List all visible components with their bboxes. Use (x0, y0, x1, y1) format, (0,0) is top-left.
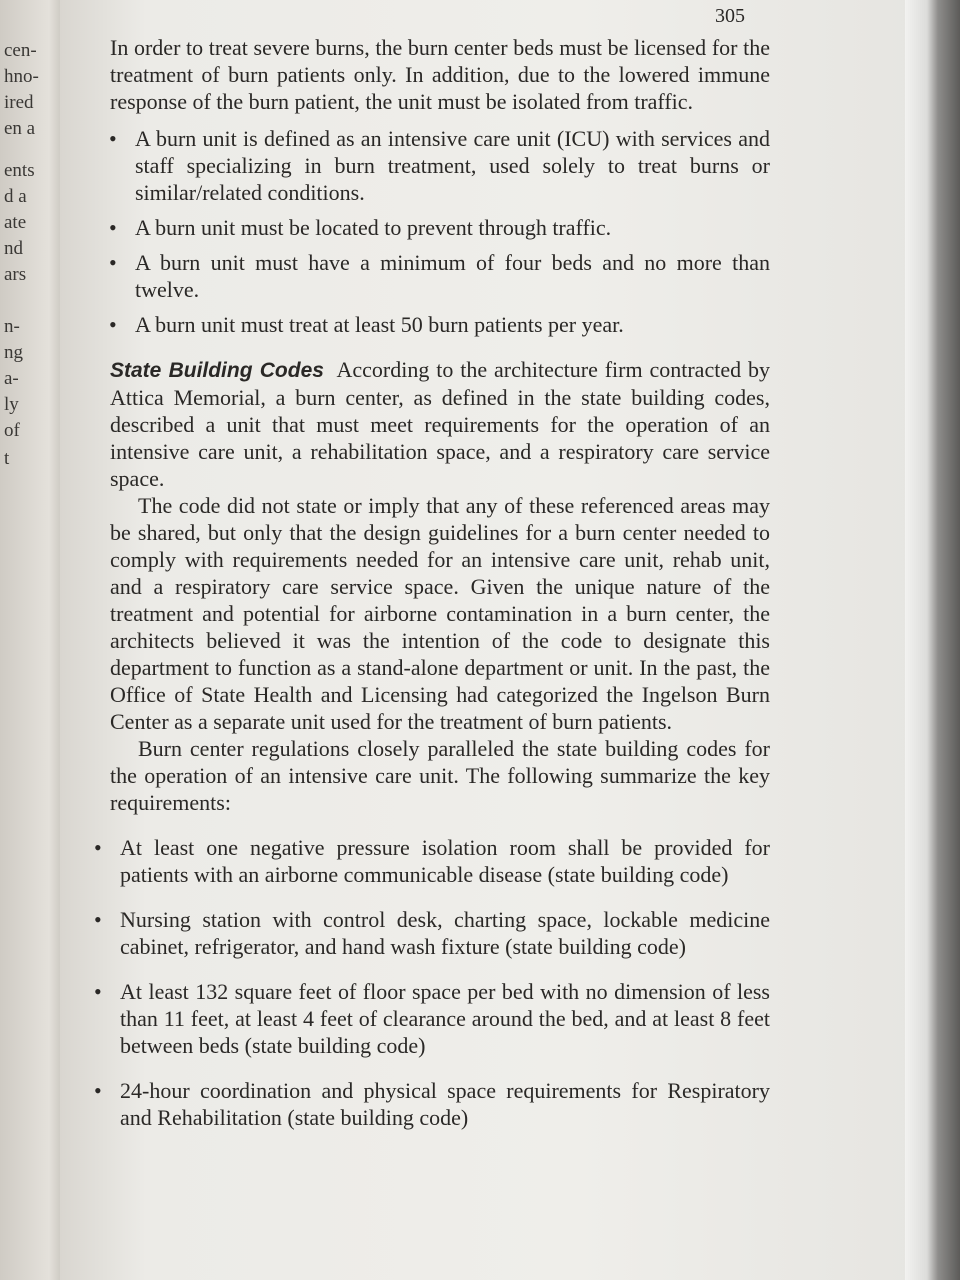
facing-text: ired (4, 92, 34, 113)
facing-text: ents (4, 160, 35, 181)
bullet-item: • At least one negative pressure isolation room shall be provided for patients with an airborne communicable disease (state building code) (110, 834, 770, 888)
page-content (110, 34, 770, 1149)
facing-text: a- (4, 368, 19, 389)
bullet-item: • A burn unit must treat at least 50 burn patients per year. (125, 311, 770, 338)
bullet-item: • A burn unit is defined as an intensive care unit (ICU) with services and staff specializing in burn treatment, used solely to treat burns or similar/related conditions. (125, 125, 770, 206)
bullet-item: • A burn unit must be located to prevent through traffic. (125, 214, 770, 241)
bullet-item: • A burn unit must have a minimum of four beds and no more than twelve. (125, 249, 770, 303)
facing-text: ly (4, 394, 19, 415)
facing-text: en a (4, 118, 36, 139)
facing-text: ng (4, 342, 23, 363)
page-edges (905, 0, 960, 1280)
section-paragraph: The code did not state or imply that any of these referenced areas may be shared, but only that the design guidelines for a burn center needed to comply with requirements needed for an intensive care unit, rehab unit, and a respiratory care service space. Given the unique nature of the treatment and potential for airborne contamination in a burn center, the architects believed it was the intention of the code to designate this department to function as a stand-alone department or unit. In the past, the Office of State Health and Licensing had categorized the Ingelson Burn Center as a separate unit used for the treatment of burn patients. (110, 493, 770, 734)
facing-text: n- (4, 316, 20, 337)
facing-text: nd (4, 238, 23, 259)
requirements-bullets (110, 834, 770, 1131)
page-number: 305 (715, 5, 745, 27)
facing-text: hno- (4, 66, 39, 87)
facing-text: t (4, 448, 10, 469)
facing-text: ate (4, 212, 27, 233)
burn-unit-bullets (110, 125, 770, 338)
facing-text: d a (4, 186, 27, 207)
bullet-item: • 24-hour coordination and physical space requirements for Respiratory and Rehabilitation (state building code) (110, 1077, 770, 1131)
bullet-item: • Nursing station with control desk, charting space, lockable medicine cabinet, refrigerator, and hand wash fixture (state building code) (110, 906, 770, 960)
bullet-item: • At least 132 square feet of floor space per bed with no dimension of less than 11 feet, at least 4 feet of clearance around the bed, and at least 8 feet between beds (state building code) (110, 978, 770, 1059)
facing-text: ars (4, 264, 27, 285)
section-paragraph: According to the architecture firm contracted by Attica Memorial, a burn center, as defined in the state building codes, described a unit that must meet requirements for the operation of an intensive care unit, a rehabilitation space, and a respiratory care service space. (110, 357, 770, 491)
intro-block (110, 34, 770, 115)
facing-text: of (4, 420, 20, 441)
section-heading: State Building Codes (110, 359, 324, 382)
facing-text: cen- (4, 40, 37, 61)
state-building-codes-section (110, 356, 770, 816)
intro-paragraph: In order to treat severe burns, the burn center beds must be licensed for the treatment of burn patients only. In addition, due to the lowered immune response of the burn patient, the unit must be isolated from traffic. (110, 35, 770, 114)
section-paragraph: Burn center regulations closely paralleled the state building codes for the operation of an intensive care unit. The following summarize the key requirements: (110, 736, 770, 815)
